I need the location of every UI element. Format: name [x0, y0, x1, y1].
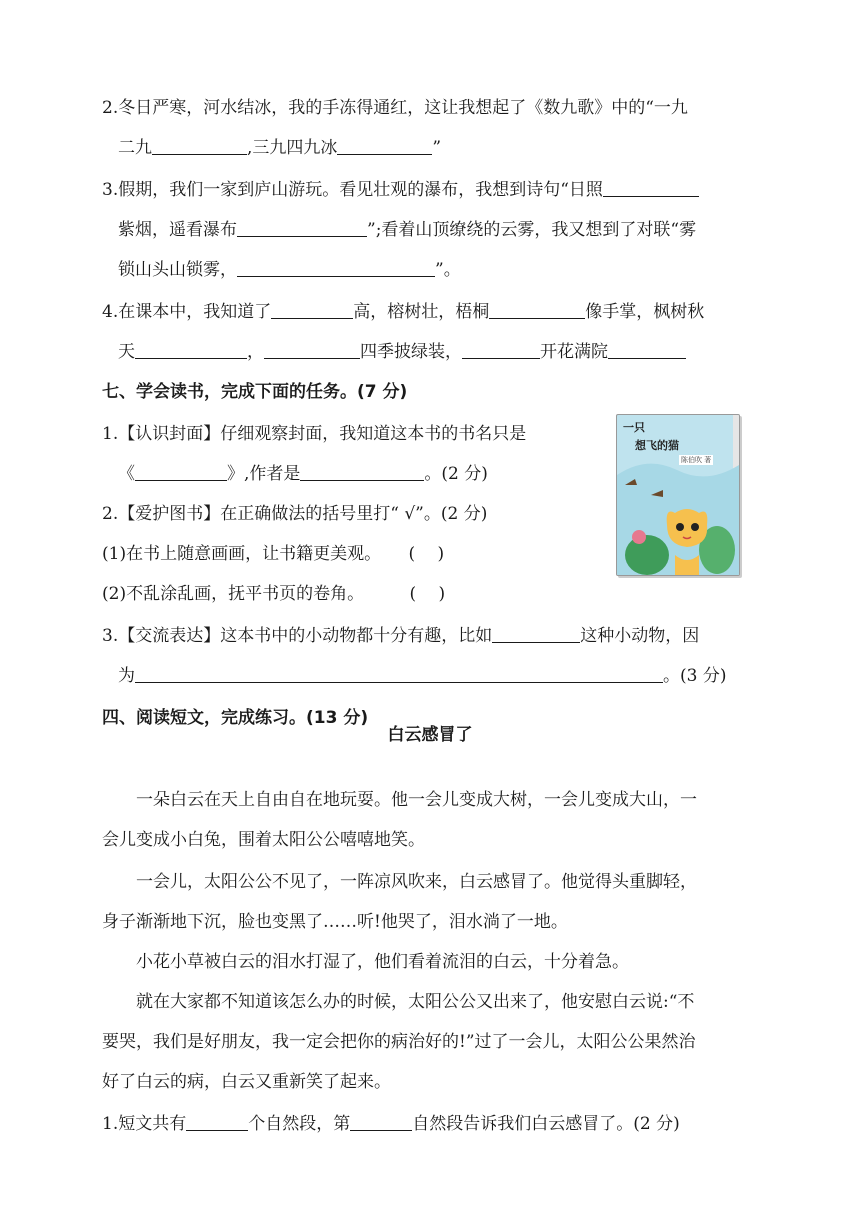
text: 这种小动物，因	[580, 626, 700, 646]
answer-blank[interactable]	[135, 340, 247, 359]
text: ”;看着山顶缭绕的云雾，我又想到了对联“雾	[367, 220, 697, 240]
text: 锁山头山锁雾，	[118, 260, 237, 280]
text: 3.假期，我们一家到庐山游玩。看见壮观的瀑布，我想到诗句“日照	[102, 180, 603, 200]
paragraph-1-line2: 会儿变成小白兔，围着太阳公公嘻嘻地笑。	[102, 830, 425, 850]
text: 开花满院	[540, 342, 608, 362]
answer-blank[interactable]	[350, 1112, 412, 1131]
answer-blank[interactable]	[608, 340, 686, 359]
text: 二九	[118, 138, 152, 158]
book-title-blank[interactable]	[135, 462, 227, 481]
text: 像手掌，枫树秋	[585, 302, 705, 322]
answer-blank[interactable]	[603, 178, 699, 197]
flower-icon	[632, 530, 646, 544]
q6-item3-line2	[118, 218, 696, 242]
text: 高，榕树壮，梧桐	[353, 302, 490, 322]
paragraph-1-line1: 一朵白云在天上自由自在地玩耍。他一会儿变成大树，一会儿变成大山，一	[136, 790, 697, 810]
text: 天	[118, 342, 135, 362]
answer-blank[interactable]	[237, 218, 367, 237]
section-4-heading: 四、阅读短文，完成练习。(13 分)	[102, 708, 369, 728]
q6-item2-line2	[118, 136, 441, 160]
cover-author: 陈伯吹 著	[681, 456, 712, 464]
q6-item3-line3	[118, 258, 461, 282]
cover-title-bottom: 想飞的猫	[635, 439, 679, 452]
text: 四季披绿装，	[360, 342, 462, 362]
answer-blank[interactable]	[135, 664, 663, 683]
q7-task3-line2	[118, 664, 726, 688]
text: ”	[432, 138, 442, 158]
passage-title: 白云感冒了	[387, 725, 473, 745]
checkbox-paren[interactable]: ( )	[409, 584, 446, 604]
answer-blank[interactable]	[492, 624, 580, 643]
text: ,三九四九冰	[247, 138, 338, 158]
q7-task2-line1: 2.【爱护图书】在正确做法的括号里打“ √”。(2 分)	[102, 504, 488, 524]
q7-task1-line2	[118, 462, 488, 486]
cover-illustration	[617, 415, 739, 575]
q7-task2-option1	[102, 542, 444, 566]
q6-item4-line2	[118, 340, 686, 364]
text: (2)不乱涂乱画，抚平书页的卷角。	[102, 584, 365, 604]
text: 1.短文共有	[102, 1114, 187, 1134]
cat-eye-icon	[676, 523, 684, 531]
book-cover-image	[616, 414, 740, 576]
q7-task3-line1	[102, 624, 699, 648]
author-blank[interactable]	[300, 462, 424, 481]
paragraph-4-line2: 要哭，我们是好朋友，我一定会把你的病治好的!”过了一会儿，太阳公公果然治	[102, 1032, 696, 1052]
q6-item2-line1: 2.冬日严寒，河水结冰，我的手冻得通红，这让我想起了《数九歌》中的“一九	[102, 98, 688, 118]
text: ”。	[435, 260, 461, 280]
q7-task2-option2	[102, 582, 445, 606]
leaf-icon	[625, 535, 669, 575]
cat-eye-icon	[691, 523, 699, 531]
paragraph-4-line3: 好了白云的病，白云又重新笑了起来。	[102, 1072, 391, 1092]
text: 为	[118, 666, 135, 686]
text: 》,作者是	[227, 464, 301, 484]
text: 《	[118, 464, 135, 484]
answer-blank[interactable]	[186, 1112, 248, 1131]
q6-item4-line1	[102, 300, 704, 324]
answer-blank[interactable]	[152, 136, 247, 155]
text: 个自然段，第	[248, 1114, 351, 1134]
answer-blank[interactable]	[462, 340, 540, 359]
section-7-heading: 七、学会读书，完成下面的任务。(7 分)	[102, 382, 408, 402]
text: 4.在课本中，我知道了	[102, 302, 272, 322]
text: ，	[247, 342, 264, 362]
answer-blank[interactable]	[271, 300, 353, 319]
paragraph-4-line1: 就在大家都不知道该怎么办的时候，太阳公公又出来了，他安慰白云说:“不	[136, 992, 695, 1012]
q7-task1-line1: 1.【认识封面】仔细观察封面，我知道这本书的书名只是	[102, 424, 527, 444]
text: 。(3 分)	[663, 666, 727, 686]
text: (1)在书上随意画画，让书籍更美观。	[102, 544, 382, 564]
paragraph-2-line1: 一会儿，太阳公公不见了，一阵凉风吹来，白云感冒了。他觉得头重脚轻，	[136, 872, 697, 892]
q4-question1	[102, 1112, 680, 1136]
answer-blank[interactable]	[489, 300, 585, 319]
answer-blank[interactable]	[264, 340, 360, 359]
q6-item3-line1	[102, 178, 699, 202]
text: 3.【交流表达】这本书中的小动物都十分有趣，比如	[102, 626, 493, 646]
answer-blank[interactable]	[337, 136, 432, 155]
text: 紫烟，遥看瀑布	[118, 220, 237, 240]
paragraph-2-line2: 身子渐渐地下沉，脸也变黑了……听!他哭了，泪水淌了一地。	[102, 912, 568, 932]
text: 。(2 分)	[424, 464, 488, 484]
paragraph-3: 小花小草被白云的泪水打湿了，他们看着流泪的白云，十分着急。	[136, 952, 629, 972]
text: 自然段告诉我们白云感冒了。(2 分)	[412, 1114, 680, 1134]
cover-title-top: 一只	[623, 421, 645, 434]
checkbox-paren[interactable]: ( )	[408, 544, 445, 564]
answer-blank[interactable]	[237, 258, 435, 277]
